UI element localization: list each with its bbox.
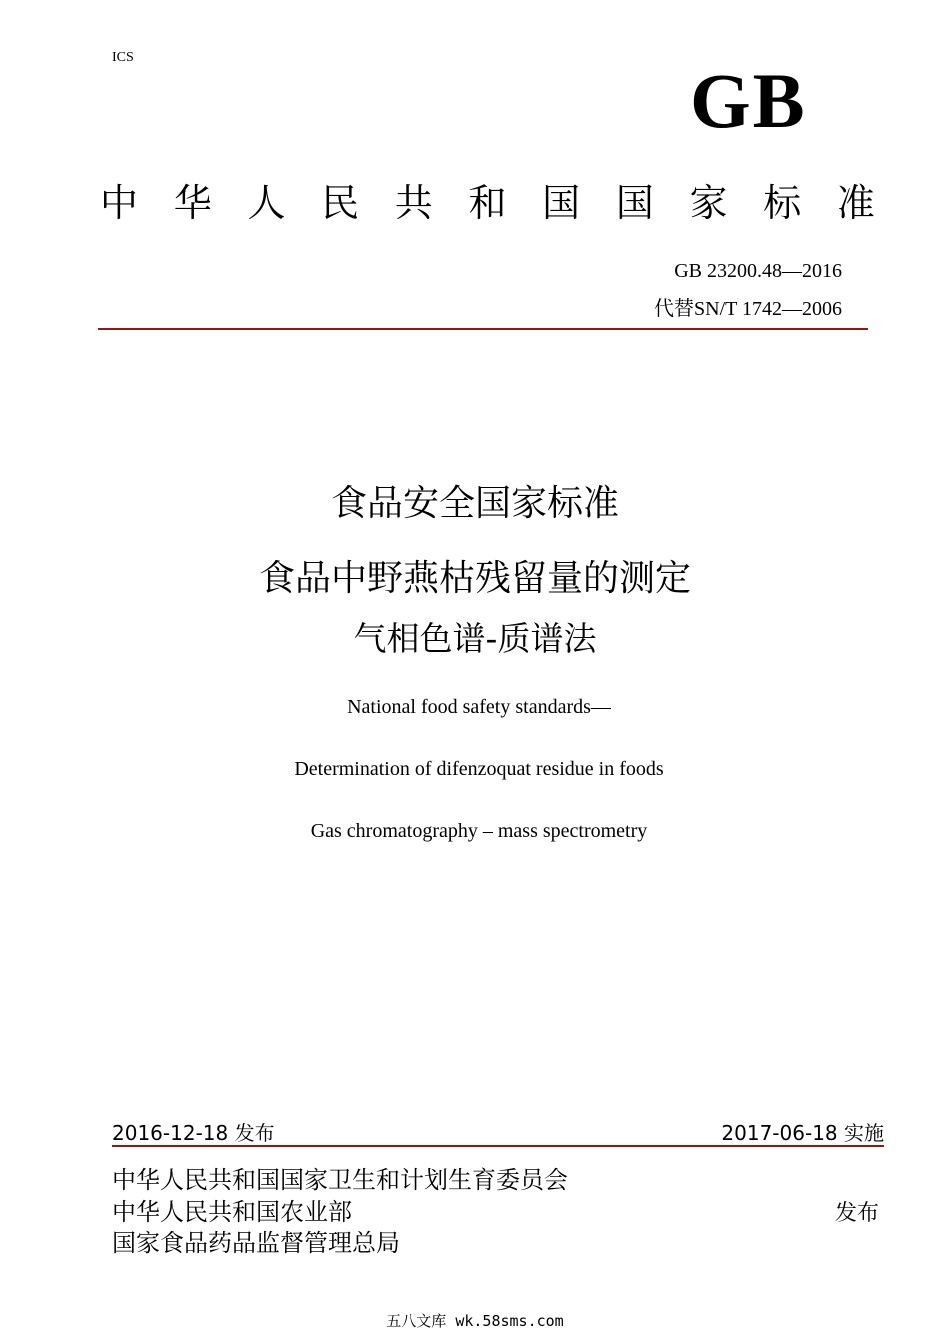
issuer-2: 中华人民共和国农业部 bbox=[112, 1198, 352, 1226]
bottom-divider bbox=[112, 1145, 884, 1147]
issue-date: 2016-12-18 发布 bbox=[112, 1121, 275, 1145]
implementation-date: 2017-06-18 实施 bbox=[721, 1121, 884, 1145]
national-title-char: 标 bbox=[763, 181, 802, 225]
national-title-char: 准 bbox=[836, 181, 875, 225]
issuer-3: 国家食品药品监督管理总局 bbox=[112, 1229, 400, 1257]
national-title-char: 国 bbox=[542, 181, 581, 225]
ics-label: ICS bbox=[112, 50, 134, 65]
national-title-char: 和 bbox=[468, 181, 507, 225]
standard-number: GB 23200.48—2016 bbox=[674, 260, 842, 282]
publish-label: 发布 bbox=[835, 1201, 880, 1226]
cn-title-line-3: 气相色谱-质谱法 bbox=[353, 619, 597, 658]
en-title-line-3: Gas chromatography – mass spectrometry bbox=[310, 820, 648, 842]
national-title-char: 华 bbox=[173, 181, 212, 225]
en-title-line-2: Determination of difenzoquat residue in foods bbox=[294, 758, 664, 780]
national-title-char: 民 bbox=[321, 181, 360, 225]
national-title-char: 共 bbox=[394, 181, 433, 225]
issuer-1: 中华人民共和国国家卫生和计划生育委员会 bbox=[112, 1166, 568, 1194]
cn-title-line-2: 食品中野燕枯残留量的测定 bbox=[258, 558, 691, 599]
replaces-standard: 代替SN/T 1742—2006 bbox=[654, 298, 842, 320]
national-title-char: 人 bbox=[247, 181, 286, 225]
national-standard-title bbox=[100, 181, 875, 225]
watermark: 五八文库 wk.58sms.com bbox=[386, 1312, 564, 1330]
national-title-char: 中 bbox=[100, 181, 139, 225]
cn-title-line-1: 食品安全国家标准 bbox=[330, 483, 619, 524]
top-divider bbox=[98, 328, 868, 330]
gb-logo: GB bbox=[690, 57, 807, 144]
national-title-char: 国 bbox=[615, 181, 654, 225]
national-title-char: 家 bbox=[689, 181, 728, 225]
en-title-line-1: National food safety standards— bbox=[347, 696, 611, 718]
